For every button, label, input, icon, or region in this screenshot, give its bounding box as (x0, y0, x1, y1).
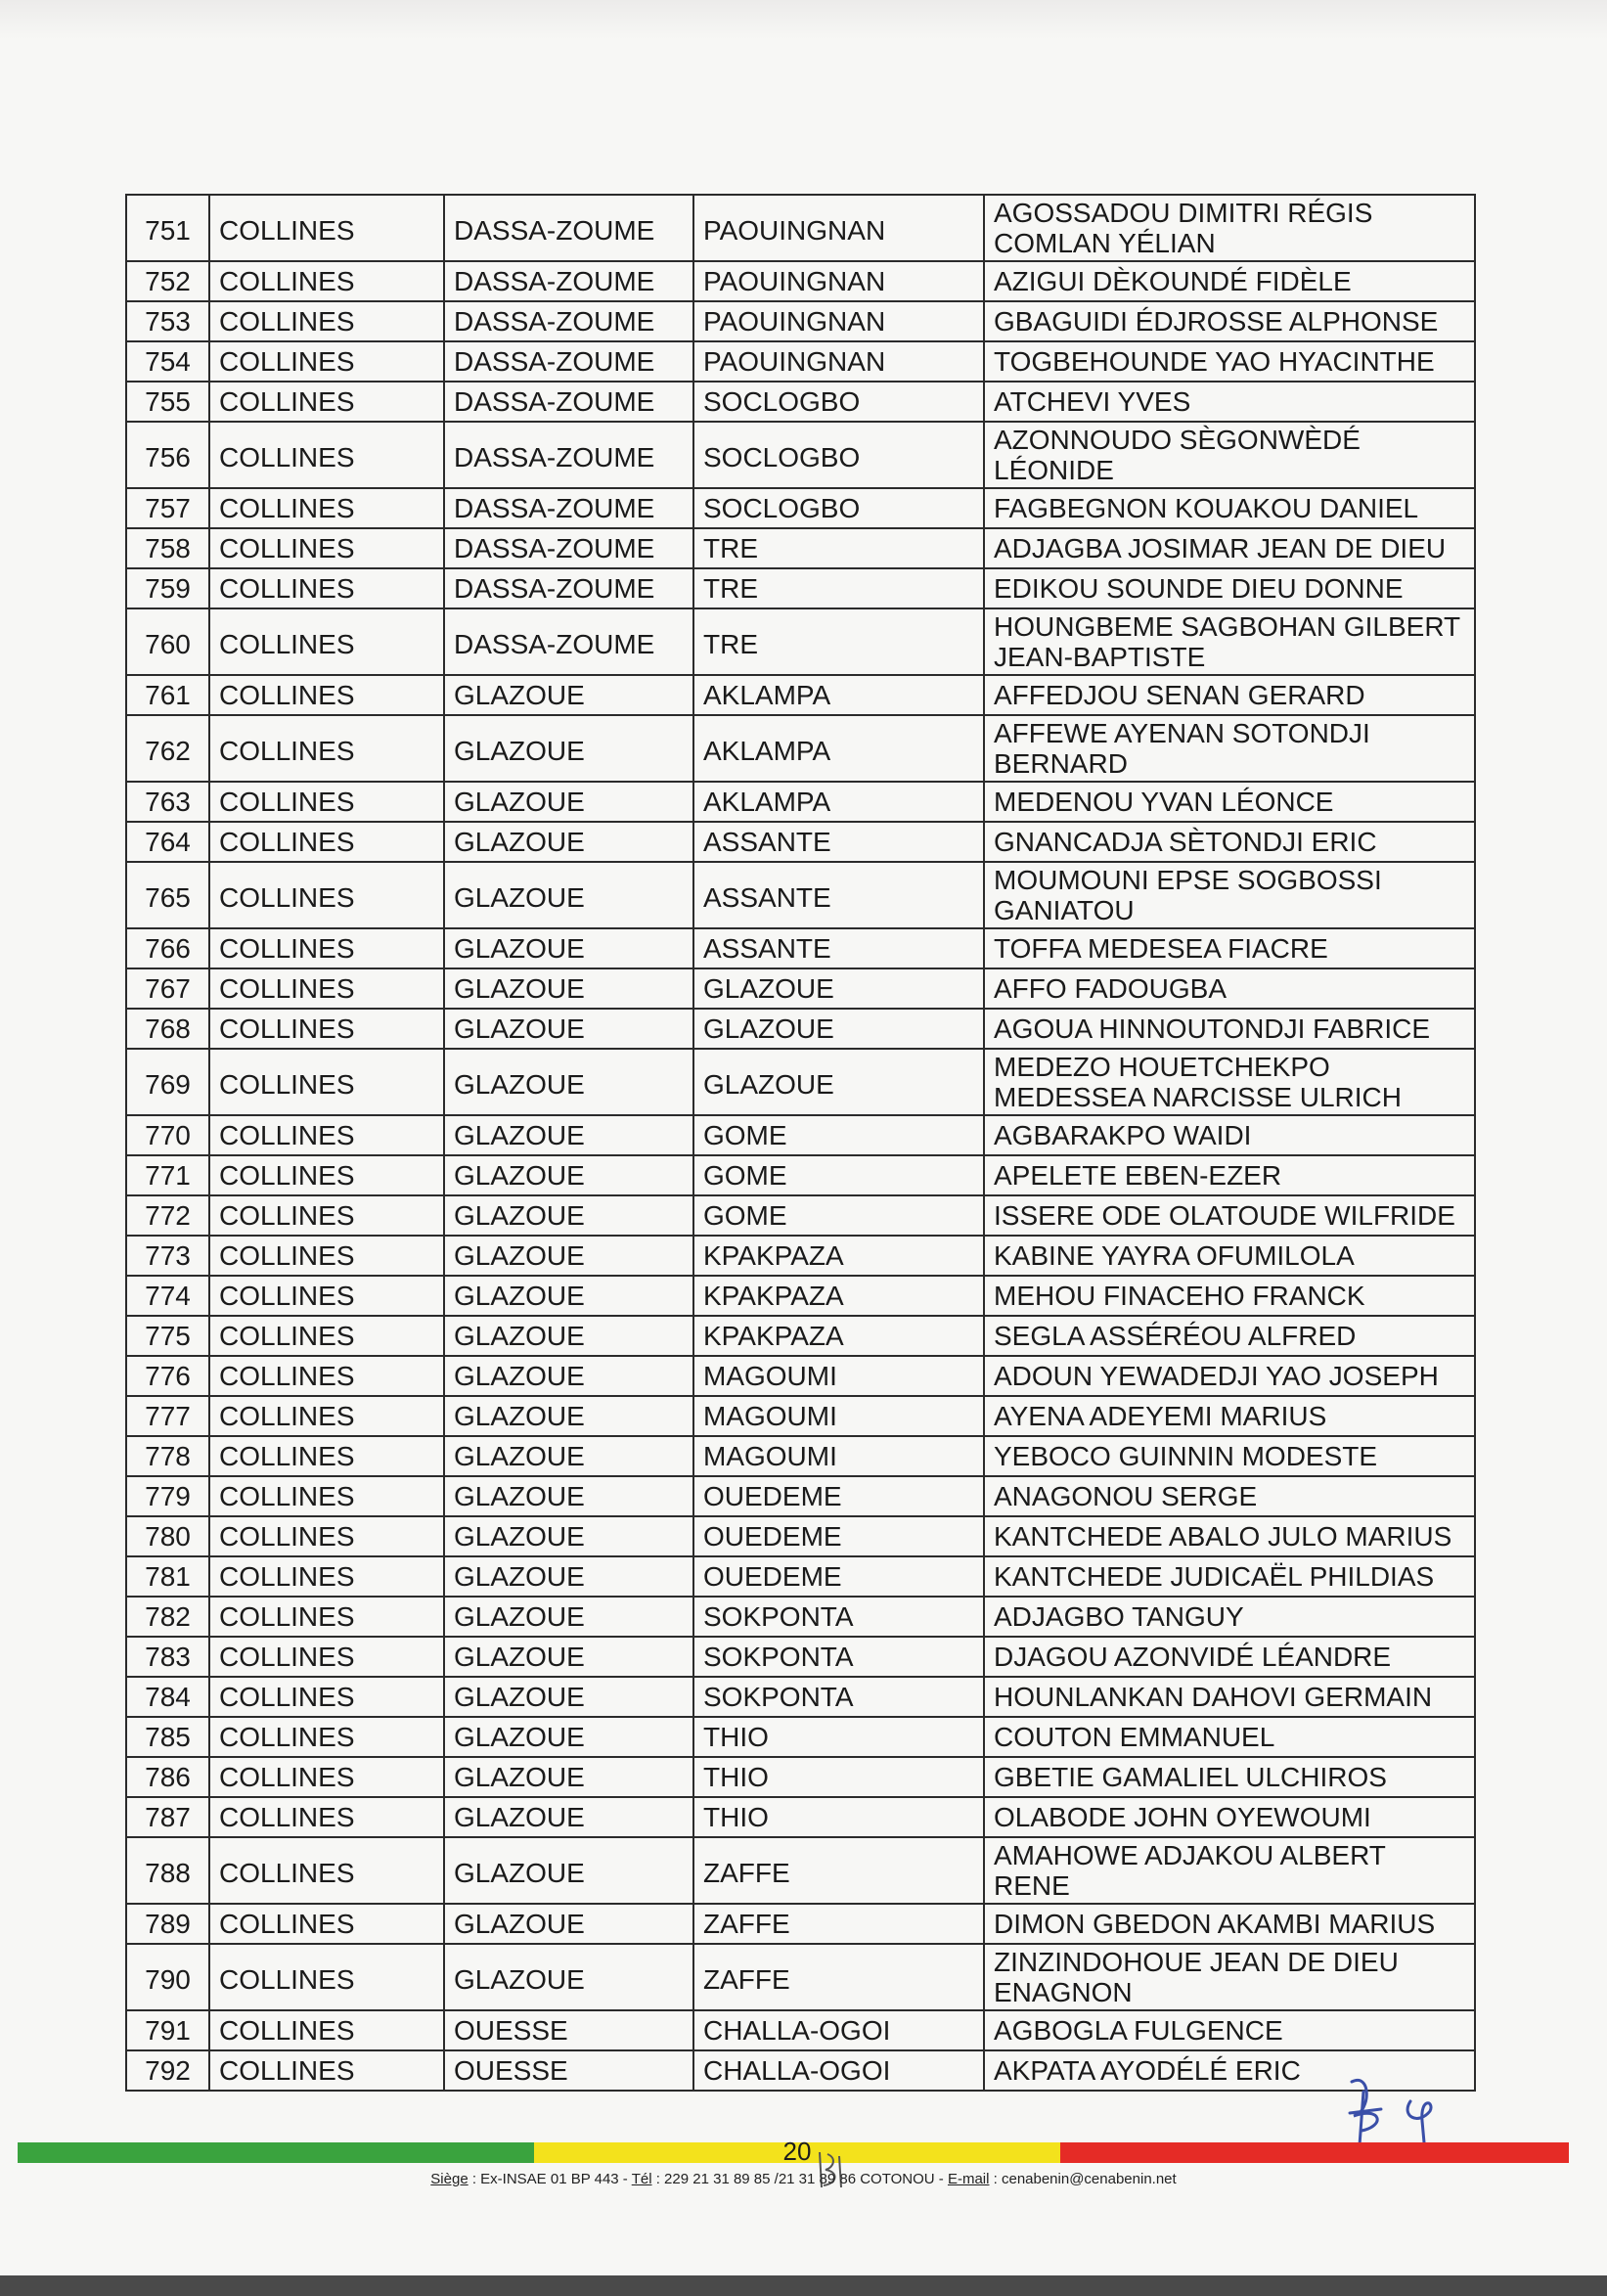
department-cell: COLLINES (209, 1276, 444, 1316)
arrondissement-cell: GLAZOUE (693, 968, 984, 1009)
commune-cell: DASSA-ZOUME (444, 422, 693, 488)
full-name-cell: GBAGUIDI ÉDJROSSE ALPHONSE (984, 301, 1475, 341)
department-cell: COLLINES (209, 528, 444, 568)
department-cell: COLLINES (209, 1637, 444, 1677)
row-number-cell: 768 (126, 1009, 209, 1049)
table-row (126, 928, 1475, 968)
commune-cell: GLAZOUE (444, 1396, 693, 1436)
commune-cell: OUESSE (444, 2010, 693, 2050)
table-row (126, 1316, 1475, 1356)
full-name-cell: GNANCADJA SÈTONDJI ERIC (984, 822, 1475, 862)
table-row (126, 341, 1475, 382)
full-name-cell: COUTON EMMANUEL (984, 1717, 1475, 1757)
row-number-cell: 758 (126, 528, 209, 568)
department-cell: COLLINES (209, 862, 444, 928)
table-row (126, 528, 1475, 568)
footer-contact-line (0, 2170, 1607, 2189)
full-name-cell: APELETE EBEN-EZER (984, 1155, 1475, 1195)
department-cell: COLLINES (209, 1904, 444, 1944)
full-name-cell: ADJAGBA JOSIMAR JEAN DE DIEU (984, 528, 1475, 568)
row-number-cell: 769 (126, 1049, 209, 1115)
table-row (126, 1837, 1475, 1904)
roster-body (126, 195, 1475, 2091)
full-name-cell: AGBARAKPO WAIDI (984, 1115, 1475, 1155)
full-name-cell: KABINE YAYRA OFUMILOLA (984, 1236, 1475, 1276)
commune-cell: OUESSE (444, 2050, 693, 2091)
table-row (126, 715, 1475, 782)
table-row (126, 675, 1475, 715)
full-name-cell: EDIKOU SOUNDE DIEU DONNE (984, 568, 1475, 608)
row-number-cell: 777 (126, 1396, 209, 1436)
department-cell: COLLINES (209, 715, 444, 782)
arrondissement-cell: AKLAMPA (693, 782, 984, 822)
commune-cell: DASSA-ZOUME (444, 261, 693, 301)
arrondissement-cell: GOME (693, 1115, 984, 1155)
department-cell: COLLINES (209, 1757, 444, 1797)
arrondissement-cell: TRE (693, 568, 984, 608)
full-name-cell: SEGLA ASSÉRÉOU ALFRED (984, 1316, 1475, 1356)
commune-cell: GLAZOUE (444, 1556, 693, 1597)
table-row (126, 1049, 1475, 1115)
department-cell: COLLINES (209, 1944, 444, 2010)
commune-cell: GLAZOUE (444, 1316, 693, 1356)
table-row (126, 1155, 1475, 1195)
arrondissement-cell: PAOUINGNAN (693, 341, 984, 382)
full-name-cell: AYENA ADEYEMI MARIUS (984, 1396, 1475, 1436)
row-number-cell: 770 (126, 1115, 209, 1155)
full-name-cell: HOUNLANKAN DAHOVI GERMAIN (984, 1677, 1475, 1717)
row-number-cell: 780 (126, 1516, 209, 1556)
table-row (126, 1356, 1475, 1396)
table-row (126, 1757, 1475, 1797)
table-row (126, 2010, 1475, 2050)
commune-cell: DASSA-ZOUME (444, 195, 693, 261)
row-number-cell: 755 (126, 382, 209, 422)
siege-label: Siège (430, 2171, 469, 2187)
arrondissement-cell: OUEDEME (693, 1516, 984, 1556)
commune-cell: GLAZOUE (444, 1236, 693, 1276)
full-name-cell: ATCHEVI YVES (984, 382, 1475, 422)
department-cell: COLLINES (209, 2050, 444, 2091)
full-name-cell: AGOSSADOU DIMITRI RÉGIS COMLAN YÉLIAN (984, 195, 1475, 261)
arrondissement-cell: SOKPONTA (693, 1677, 984, 1717)
table-row (126, 1944, 1475, 2010)
full-name-cell: DIMON GBEDON AKAMBI MARIUS (984, 1904, 1475, 1944)
row-number-cell: 775 (126, 1316, 209, 1356)
department-cell: COLLINES (209, 1837, 444, 1904)
arrondissement-cell: THIO (693, 1797, 984, 1837)
commune-cell: GLAZOUE (444, 1356, 693, 1396)
arrondissement-cell: SOCLOGBO (693, 382, 984, 422)
table-row (126, 862, 1475, 928)
table-row (126, 1436, 1475, 1476)
arrondissement-cell: PAOUINGNAN (693, 301, 984, 341)
full-name-cell: KANTCHEDE JUDICAËL PHILDIAS (984, 1556, 1475, 1597)
table-row (126, 1236, 1475, 1276)
table-row (126, 1009, 1475, 1049)
department-cell: COLLINES (209, 1316, 444, 1356)
table-row (126, 968, 1475, 1009)
arrondissement-cell: ASSANTE (693, 822, 984, 862)
full-name-cell: ADJAGBO TANGUY (984, 1597, 1475, 1637)
row-number-cell: 778 (126, 1436, 209, 1476)
arrondissement-cell: CHALLA-OGOI (693, 2050, 984, 2091)
commune-cell: DASSA-ZOUME (444, 488, 693, 528)
full-name-cell: AZONNOUDO SÈGONWÈDÉ LÉONIDE (984, 422, 1475, 488)
full-name-cell: AGOUA HINNOUTONDJI FABRICE (984, 1009, 1475, 1049)
department-cell: COLLINES (209, 1009, 444, 1049)
department-cell: COLLINES (209, 568, 444, 608)
row-number-cell: 761 (126, 675, 209, 715)
department-cell: COLLINES (209, 1356, 444, 1396)
full-name-cell: AFFEWE AYENAN SOTONDJI BERNARD (984, 715, 1475, 782)
tel-value: : 229 21 31 89 85 /21 31 89 86 COTONOU - (651, 2171, 948, 2187)
arrondissement-cell: THIO (693, 1757, 984, 1797)
personnel-roster-table (125, 194, 1476, 2092)
full-name-cell: HOUNGBEME SAGBOHAN GILBERT JEAN-BAPTISTE (984, 608, 1475, 675)
arrondissement-cell: GLAZOUE (693, 1009, 984, 1049)
arrondissement-cell: GOME (693, 1155, 984, 1195)
flag-stripe-red (1060, 2142, 1569, 2163)
row-number-cell: 759 (126, 568, 209, 608)
row-number-cell: 771 (126, 1155, 209, 1195)
department-cell: COLLINES (209, 968, 444, 1009)
commune-cell: GLAZOUE (444, 1516, 693, 1556)
full-name-cell: OLABODE JOHN OYEWOUMI (984, 1797, 1475, 1837)
department-cell: COLLINES (209, 1236, 444, 1276)
commune-cell: GLAZOUE (444, 1276, 693, 1316)
table-row (126, 1396, 1475, 1436)
department-cell: COLLINES (209, 341, 444, 382)
department-cell: COLLINES (209, 1677, 444, 1717)
arrondissement-cell: SOCLOGBO (693, 488, 984, 528)
department-cell: COLLINES (209, 822, 444, 862)
arrondissement-cell: ASSANTE (693, 928, 984, 968)
row-number-cell: 763 (126, 782, 209, 822)
commune-cell: GLAZOUE (444, 1115, 693, 1155)
department-cell: COLLINES (209, 1797, 444, 1837)
full-name-cell: AZIGUI DÈKOUNDÉ FIDÈLE (984, 261, 1475, 301)
table-row (126, 1597, 1475, 1637)
arrondissement-cell: ZAFFE (693, 1904, 984, 1944)
row-number-cell: 754 (126, 341, 209, 382)
department-cell: COLLINES (209, 1396, 444, 1436)
department-cell: COLLINES (209, 488, 444, 528)
full-name-cell: ADOUN YEWADEDJI YAO JOSEPH (984, 1356, 1475, 1396)
commune-cell: GLAZOUE (444, 1597, 693, 1637)
commune-cell: GLAZOUE (444, 1677, 693, 1717)
commune-cell: GLAZOUE (444, 1049, 693, 1115)
table-row (126, 1476, 1475, 1516)
commune-cell: GLAZOUE (444, 1155, 693, 1195)
commune-cell: GLAZOUE (444, 1009, 693, 1049)
full-name-cell: AKPATA AYODÉLÉ ERIC (984, 2050, 1475, 2091)
row-number-cell: 757 (126, 488, 209, 528)
department-cell: COLLINES (209, 301, 444, 341)
full-name-cell: YEBOCO GUINNIN MODESTE (984, 1436, 1475, 1476)
row-number-cell: 792 (126, 2050, 209, 2091)
department-cell: COLLINES (209, 1597, 444, 1637)
table-row (126, 1677, 1475, 1717)
full-name-cell: AFFEDJOU SENAN GERARD (984, 675, 1475, 715)
commune-cell: GLAZOUE (444, 782, 693, 822)
full-name-cell: KANTCHEDE ABALO JULO MARIUS (984, 1516, 1475, 1556)
row-number-cell: 791 (126, 2010, 209, 2050)
flag-stripe-green (18, 2142, 534, 2163)
row-number-cell: 752 (126, 261, 209, 301)
full-name-cell: GBETIE GAMALIEL ULCHIROS (984, 1757, 1475, 1797)
department-cell: COLLINES (209, 1049, 444, 1115)
commune-cell: DASSA-ZOUME (444, 341, 693, 382)
commune-cell: GLAZOUE (444, 968, 693, 1009)
email-label: E-mail (947, 2171, 990, 2187)
full-name-cell: TOFFA MEDESEA FIACRE (984, 928, 1475, 968)
table-row (126, 568, 1475, 608)
table-row (126, 261, 1475, 301)
commune-cell: GLAZOUE (444, 1837, 693, 1904)
arrondissement-cell: MAGOUMI (693, 1356, 984, 1396)
arrondissement-cell: ZAFFE (693, 1837, 984, 1904)
commune-cell: GLAZOUE (444, 928, 693, 968)
arrondissement-cell: GLAZOUE (693, 1049, 984, 1115)
row-number-cell: 766 (126, 928, 209, 968)
department-cell: COLLINES (209, 1556, 444, 1597)
department-cell: COLLINES (209, 195, 444, 261)
table-row (126, 488, 1475, 528)
department-cell: COLLINES (209, 422, 444, 488)
commune-cell: GLAZOUE (444, 1757, 693, 1797)
table-row (126, 1115, 1475, 1155)
commune-cell: GLAZOUE (444, 1476, 693, 1516)
table-row (126, 422, 1475, 488)
commune-cell: GLAZOUE (444, 1797, 693, 1837)
full-name-cell: FAGBEGNON KOUAKOU DANIEL (984, 488, 1475, 528)
row-number-cell: 765 (126, 862, 209, 928)
arrondissement-cell: OUEDEME (693, 1556, 984, 1597)
arrondissement-cell: SOKPONTA (693, 1637, 984, 1677)
commune-cell: GLAZOUE (444, 1436, 693, 1476)
row-number-cell: 764 (126, 822, 209, 862)
department-cell: COLLINES (209, 1155, 444, 1195)
row-number-cell: 790 (126, 1944, 209, 2010)
department-cell: COLLINES (209, 1717, 444, 1757)
commune-cell: GLAZOUE (444, 715, 693, 782)
row-number-cell: 785 (126, 1717, 209, 1757)
row-number-cell: 753 (126, 301, 209, 341)
row-number-cell: 772 (126, 1195, 209, 1236)
arrondissement-cell: AKLAMPA (693, 675, 984, 715)
commune-cell: DASSA-ZOUME (444, 608, 693, 675)
row-number-cell: 784 (126, 1677, 209, 1717)
arrondissement-cell: OUEDEME (693, 1476, 984, 1516)
scan-top-shade (0, 0, 1607, 39)
department-cell: COLLINES (209, 2010, 444, 2050)
full-name-cell: MEDEZO HOUETCHEKPO MEDESSEA NARCISSE ULRICH (984, 1049, 1475, 1115)
arrondissement-cell: TRE (693, 528, 984, 568)
full-name-cell: AMAHOWE ADJAKOU ALBERT RENE (984, 1837, 1475, 1904)
department-cell: COLLINES (209, 928, 444, 968)
row-number-cell: 762 (126, 715, 209, 782)
row-number-cell: 789 (126, 1904, 209, 1944)
department-cell: COLLINES (209, 782, 444, 822)
department-cell: COLLINES (209, 675, 444, 715)
row-number-cell: 788 (126, 1837, 209, 1904)
arrondissement-cell: THIO (693, 1717, 984, 1757)
row-number-cell: 783 (126, 1637, 209, 1677)
arrondissement-cell: MAGOUMI (693, 1436, 984, 1476)
arrondissement-cell: MAGOUMI (693, 1396, 984, 1436)
row-number-cell: 760 (126, 608, 209, 675)
table-row (126, 1516, 1475, 1556)
row-number-cell: 756 (126, 422, 209, 488)
siege-value: : Ex-INSAE 01 BP 443 - (468, 2171, 632, 2187)
row-number-cell: 776 (126, 1356, 209, 1396)
arrondissement-cell: ZAFFE (693, 1944, 984, 2010)
department-cell: COLLINES (209, 261, 444, 301)
commune-cell: DASSA-ZOUME (444, 568, 693, 608)
department-cell: COLLINES (209, 382, 444, 422)
email-value: : cenabenin@cenabenin.net (989, 2171, 1177, 2187)
table-row (126, 1276, 1475, 1316)
table-row (126, 301, 1475, 341)
arrondissement-cell: KPAKPAZA (693, 1316, 984, 1356)
row-number-cell: 782 (126, 1597, 209, 1637)
table-row (126, 1637, 1475, 1677)
tel-label: Tél (631, 2171, 652, 2187)
full-name-cell: MEHOU FINACEHO FRANCK (984, 1276, 1475, 1316)
row-number-cell: 767 (126, 968, 209, 1009)
arrondissement-cell: ASSANTE (693, 862, 984, 928)
arrondissement-cell: PAOUINGNAN (693, 195, 984, 261)
full-name-cell: MEDENOU YVAN LÉONCE (984, 782, 1475, 822)
commune-cell: DASSA-ZOUME (444, 528, 693, 568)
table-row (126, 1904, 1475, 1944)
arrondissement-cell: SOKPONTA (693, 1597, 984, 1637)
commune-cell: GLAZOUE (444, 675, 693, 715)
full-name-cell: AFFO FADOUGBA (984, 968, 1475, 1009)
arrondissement-cell: TRE (693, 608, 984, 675)
arrondissement-cell: CHALLA-OGOI (693, 2010, 984, 2050)
full-name-cell: AGBOGLA FULGENCE (984, 2010, 1475, 2050)
row-number-cell: 774 (126, 1276, 209, 1316)
department-cell: COLLINES (209, 1195, 444, 1236)
arrondissement-cell: GOME (693, 1195, 984, 1236)
table-row (126, 382, 1475, 422)
table-row (126, 195, 1475, 261)
department-cell: COLLINES (209, 1476, 444, 1516)
table-row (126, 1797, 1475, 1837)
table-row (126, 782, 1475, 822)
full-name-cell: ISSERE ODE OLATOUDE WILFRIDE (984, 1195, 1475, 1236)
arrondissement-cell: SOCLOGBO (693, 422, 984, 488)
arrondissement-cell: KPAKPAZA (693, 1236, 984, 1276)
commune-cell: GLAZOUE (444, 862, 693, 928)
table-row (126, 2050, 1475, 2091)
commune-cell: GLAZOUE (444, 1904, 693, 1944)
row-number-cell: 779 (126, 1476, 209, 1516)
commune-cell: GLAZOUE (444, 1195, 693, 1236)
commune-cell: DASSA-ZOUME (444, 382, 693, 422)
handwritten-signature (1342, 2072, 1459, 2150)
department-cell: COLLINES (209, 1115, 444, 1155)
full-name-cell: ZINZINDOHOUE JEAN DE DIEU ENAGNON (984, 1944, 1475, 2010)
scan-bottom-edge (0, 2275, 1607, 2296)
page-number: 20 (782, 2137, 812, 2166)
table-row (126, 1556, 1475, 1597)
commune-cell: GLAZOUE (444, 1637, 693, 1677)
table-row (126, 608, 1475, 675)
full-name-cell: DJAGOU AZONVIDÉ LÉANDRE (984, 1637, 1475, 1677)
row-number-cell: 751 (126, 195, 209, 261)
table-row (126, 1195, 1475, 1236)
row-number-cell: 773 (126, 1236, 209, 1276)
commune-cell: GLAZOUE (444, 1944, 693, 2010)
arrondissement-cell: PAOUINGNAN (693, 261, 984, 301)
arrondissement-cell: KPAKPAZA (693, 1276, 984, 1316)
department-cell: COLLINES (209, 1516, 444, 1556)
commune-cell: DASSA-ZOUME (444, 301, 693, 341)
table-row (126, 822, 1475, 862)
row-number-cell: 786 (126, 1757, 209, 1797)
department-cell: COLLINES (209, 1436, 444, 1476)
commune-cell: GLAZOUE (444, 822, 693, 862)
full-name-cell: ANAGONOU SERGE (984, 1476, 1475, 1516)
row-number-cell: 781 (126, 1556, 209, 1597)
department-cell: COLLINES (209, 608, 444, 675)
commune-cell: GLAZOUE (444, 1717, 693, 1757)
full-name-cell: TOGBEHOUNDE YAO HYACINTHE (984, 341, 1475, 382)
arrondissement-cell: AKLAMPA (693, 715, 984, 782)
row-number-cell: 787 (126, 1797, 209, 1837)
table-row (126, 1717, 1475, 1757)
full-name-cell: MOUMOUNI EPSE SOGBOSSI GANIATOU (984, 862, 1475, 928)
